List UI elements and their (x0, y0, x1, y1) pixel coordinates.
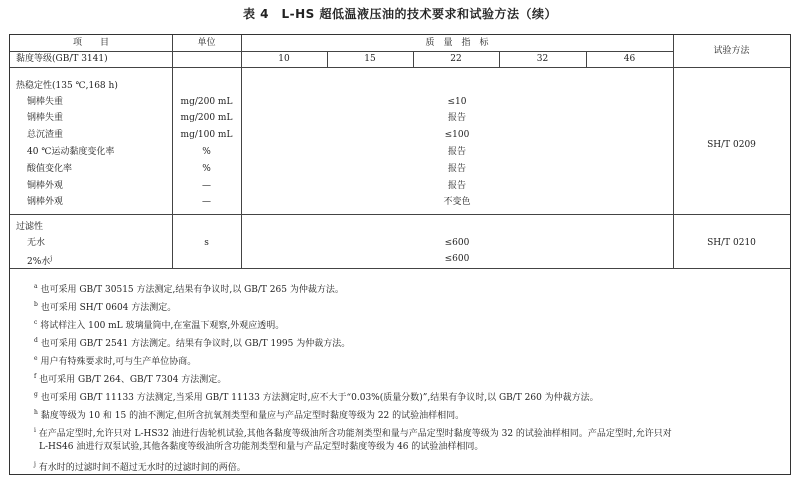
thermal-method: SH/T 0209 (707, 140, 756, 150)
divider (10, 51, 673, 52)
divider (673, 35, 674, 268)
footnote-continued (39, 441, 483, 453)
row-value: ≤600 (444, 254, 470, 264)
footnote-text: 有水时的过滤时间不超过无水时的过滤时间的两倍。 (38, 463, 246, 473)
row-value: 报告 (447, 164, 466, 174)
filter-heading: 过滤性 (16, 222, 44, 232)
table-title: 表 4 L-HS 超低温液压油的技术要求和试验方法（续） (242, 7, 558, 21)
row-value: 报告 (447, 181, 466, 191)
grade-10: 10 (278, 54, 290, 64)
footnote-mark: h (34, 409, 38, 416)
row-unit: — (202, 197, 211, 207)
footnote-mark: g (34, 391, 38, 398)
footnote-mark: a (34, 283, 38, 290)
header-unit: 单位 (197, 38, 216, 48)
grade-label: 黏度等级(GB/T 3141) (16, 54, 108, 64)
divider (10, 268, 790, 269)
row-label-text: 2%水 (27, 257, 51, 267)
footnote-mark: j (34, 461, 36, 468)
footnote-text: 也可采用 GB/T 264、GB/T 7304 方法测定。 (39, 375, 227, 385)
footnote-mark: e (34, 355, 38, 362)
footnote-text: 将试样注入 100 mL 玻璃量筒中,在室温下观察,外观应透明。 (40, 321, 285, 331)
grade-15: 15 (364, 54, 376, 64)
footnote-text: 在产品定型时,允许只对 L-HS32 油进行齿轮机试验,其他各黏度等级油所含功能剂类型和量与产品定型时黏度等级为 32 的试验油样相同。产品定型时,允许只对 (38, 429, 672, 439)
footnote (34, 353, 196, 368)
row-label: 40 ℃运动黏度变化率 (27, 147, 115, 157)
row-unit: s (204, 238, 209, 248)
row-unit: % (202, 164, 211, 174)
footnote (34, 317, 284, 332)
row-label: 钢棒外观 (27, 197, 64, 207)
footnote-mark: f (34, 373, 37, 380)
footnote (34, 335, 350, 350)
row-value: 报告 (447, 147, 466, 157)
row-unit: — (202, 181, 211, 191)
footnote (34, 299, 176, 314)
footnote (34, 371, 226, 386)
footnote-mark: j (50, 255, 53, 262)
footnote (34, 425, 672, 440)
footnote-text: L-HS46 油进行双泵试验,其他各黏度等级油所含功能剂类型和量与产品定型时黏度等级为 46 的试验油样相同。 (39, 442, 484, 452)
grade-32: 32 (536, 54, 549, 64)
row-value: ≤10 (447, 97, 467, 107)
footnote (34, 407, 464, 422)
header-item: 项 目 (72, 38, 109, 48)
row-unit: mg/200 mL (180, 113, 233, 123)
footnote-mark: c (34, 319, 38, 326)
footnote-mark: b (34, 301, 38, 308)
row-value: 不变色 (443, 197, 471, 207)
row-label: 钢棒失重 (27, 113, 64, 123)
grade-22: 22 (450, 54, 462, 64)
row-unit: mg/100 mL (180, 130, 233, 140)
row-label: 总沉渣重 (27, 130, 64, 140)
row-value: 报告 (447, 113, 466, 123)
row-label: 酸值变化率 (27, 164, 73, 174)
footnote-mark: i (34, 427, 36, 434)
row-label (27, 253, 52, 268)
thermal-heading: 热稳定性(135 ℃,168 h) (16, 81, 118, 91)
grade-46: 46 (623, 54, 636, 64)
footnote-text: 也可采用 GB/T 11133 方法测定,当采用 GB/T 11133 方法测定时,应不大于“0.03%(质量分数)”,结果有争议时,以 GB/T 260 为仲裁方法。 (40, 393, 599, 403)
row-unit: % (202, 147, 211, 157)
footnote (34, 281, 344, 296)
row-unit: mg/200 mL (180, 97, 233, 107)
row-label: 铜棒失重 (27, 97, 64, 107)
footnote (34, 459, 246, 474)
header-method: 试验方法 (713, 46, 750, 56)
filter-method: SH/T 0210 (707, 238, 756, 248)
footnote-text: 也可采用 GB/T 30515 方法测定,结果有争议时,以 GB/T 265 为仲裁方法。 (40, 285, 344, 295)
header-quality: 质 量 指 标 (425, 38, 489, 48)
footnote-text: 也可采用 GB/T 2541 方法测定。结果有争议时,以 GB/T 1995 为仲裁方法。 (40, 339, 351, 349)
row-label: 铜棒外观 (27, 181, 64, 191)
footnote (34, 389, 599, 404)
row-value: ≤600 (444, 238, 470, 248)
row-label: 无水 (27, 238, 46, 248)
footnote-text: 黏度等级为 10 和 15 的油不测定,但所含抗氧剂类型和量应与产品定型时黏度等级为 22 的试验油样相同。 (40, 411, 465, 421)
footnote-mark: d (34, 337, 38, 344)
row-value: ≤100 (444, 130, 470, 140)
footnote-text: 用户有特殊要求时,可与生产单位协商。 (40, 357, 197, 367)
footnote-text: 也可采用 SH/T 0604 方法测定。 (40, 303, 177, 313)
